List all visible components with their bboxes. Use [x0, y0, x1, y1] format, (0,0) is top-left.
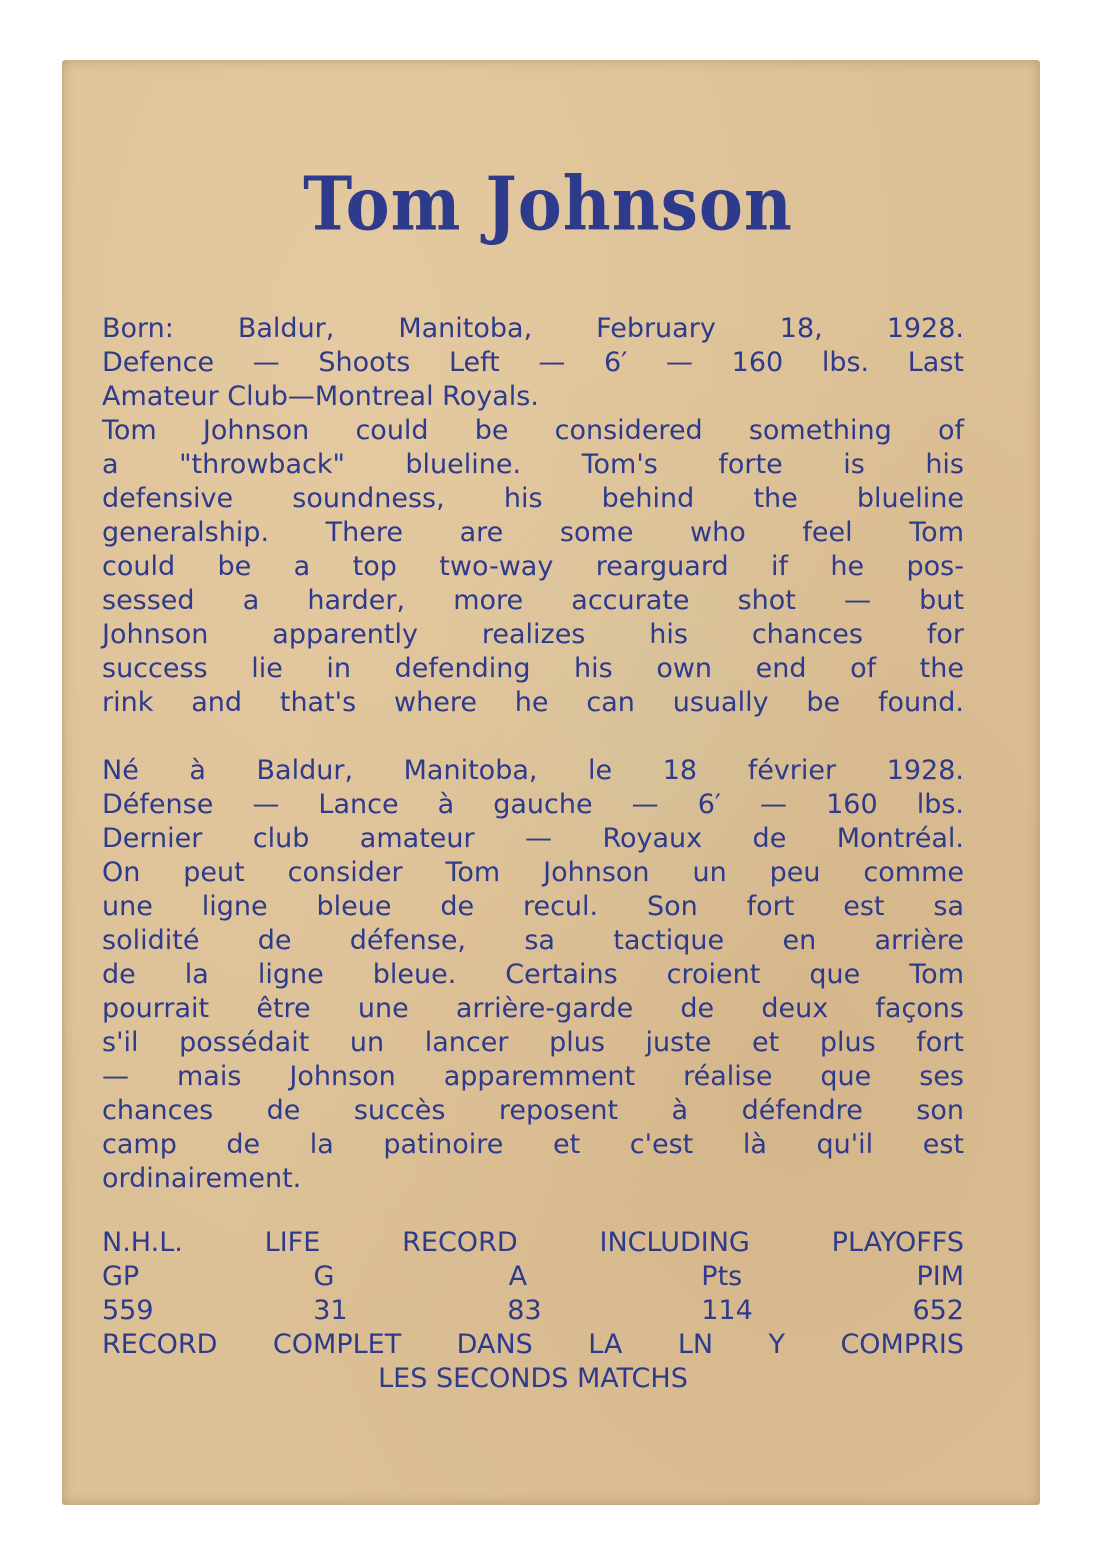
- french-bio: [102, 754, 964, 1196]
- english-bio: [102, 312, 964, 720]
- bio-line: Né à Baldur, Manitoba, le 18 février 1928.: [102, 755, 964, 786]
- stat-value: 652: [912, 1295, 964, 1326]
- bio-line: success lie in defending his own end of the: [102, 653, 964, 684]
- stat-header: A: [508, 1261, 528, 1292]
- bio-line: On peut consider Tom Johnson un peu comme: [102, 857, 964, 888]
- stat-value: 559: [102, 1295, 154, 1326]
- stats-heading-french: RECORD COMPLET DANS LA LN Y COMPRIS: [102, 1329, 964, 1360]
- stats-heading: N.H.L. LIFE RECORD INCLUDING PLAYOFFS: [102, 1227, 964, 1258]
- bio-line: pourrait être une arrière-garde de deux façons: [102, 993, 964, 1024]
- stats-values: [102, 1294, 964, 1328]
- bio-line: une ligne bleue de recul. Son fort est sa: [102, 891, 964, 922]
- stat-header: G: [313, 1261, 335, 1292]
- bio-line: rink and that's where he can usually be found.: [102, 687, 964, 718]
- career-stats: [102, 1226, 964, 1396]
- bio-line: chances de succès reposent à défendre son: [102, 1095, 964, 1126]
- bio-line: Defence — Shoots Left — 6′ — 160 lbs. Last: [102, 347, 964, 378]
- bio-line: Amateur Club—Montreal Royals.: [102, 381, 539, 412]
- bio-line: Tom Johnson could be considered something of: [102, 415, 964, 446]
- bio-line: Johnson apparently realizes his chances for: [102, 619, 964, 650]
- bio-line: generalship. There are some who feel Tom: [102, 517, 964, 548]
- bio-line: s'il possédait un lancer plus juste et plus fort: [102, 1027, 964, 1058]
- stat-header: GP: [102, 1261, 140, 1292]
- stat-header: Pts: [701, 1261, 743, 1292]
- bio-line: de la ligne bleue. Certains croient que Tom: [102, 959, 964, 990]
- bio-line: defensive soundness, his behind the blueline: [102, 483, 964, 514]
- stat-header: PIM: [916, 1261, 964, 1292]
- stats-heading-french-2: LES SECONDS MATCHS: [378, 1363, 688, 1394]
- bio-line: ordinairement.: [102, 1163, 302, 1194]
- stats-column-headers: [102, 1260, 964, 1294]
- bio-line: Dernier club amateur — Royaux de Montréal.: [102, 823, 964, 854]
- bio-line: camp de la patinoire et c'est là qu'il est: [102, 1129, 964, 1160]
- player-name: Tom Johnson: [303, 160, 793, 248]
- bio-line: could be a top two-way rearguard if he pos-: [102, 551, 964, 582]
- bio-line: Born: Baldur, Manitoba, February 18, 1928.: [102, 313, 964, 344]
- bio-line: sessed a harder, more accurate shot — but: [102, 585, 964, 616]
- bio-line: solidité de défense, sa tactique en arrière: [102, 925, 964, 956]
- bio-line: a "throwback" blueline. Tom's forte is his: [102, 449, 964, 480]
- bio-line: Défense — Lance à gauche — 6′ — 160 lbs.: [102, 789, 964, 820]
- bio-line: — mais Johnson apparemment réalise que ses: [102, 1061, 964, 1092]
- stat-value: 31: [313, 1295, 348, 1326]
- stat-value: 83: [507, 1295, 542, 1326]
- stat-value: 114: [701, 1295, 753, 1326]
